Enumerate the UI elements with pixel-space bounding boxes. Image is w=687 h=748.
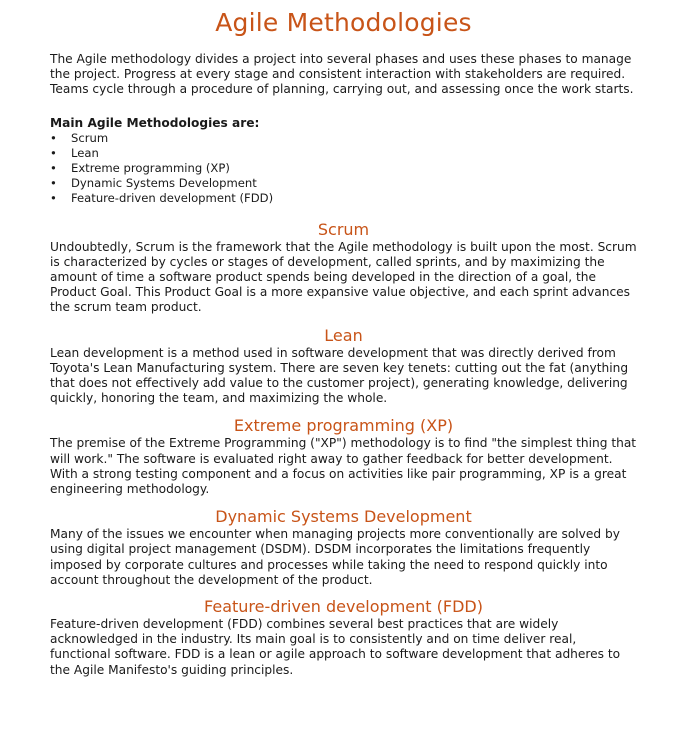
section-fdd: [50, 597, 637, 678]
section-scrum: [50, 220, 637, 316]
section-heading-lean: Lean: [324, 325, 363, 345]
list-item-fdd: • Feature-driven development (FDD): [50, 191, 637, 206]
section-body-dsd: Many of the issues we encounter when managing projects more conventionally are solved by using digital project management (DSDM). DSDM incorporates the limitations frequently imposed by corporate cultures and processes while taking the need to respond quickly into account throughout the development of the product.: [50, 527, 620, 587]
section-heading-dsd: Dynamic Systems Development: [215, 507, 472, 527]
section-body-scrum: Undoubtedly, Scrum is the framework that the Agile methodology is built upon the most. Scrum is characterized by cycles or stages of development, called sprints, and by maximizing the amount of time a software product spends being developed in the direction of a goal, the Product Goal. This Product Goal is a more expansive value objective, and each sprint advances the scrum team product.: [50, 239, 637, 315]
section-heading-fdd: Feature-driven development (FDD): [204, 597, 483, 617]
section-xp: [50, 416, 637, 497]
section-body-fdd: Feature-driven development (FDD) combines several best practices that are widely acknowledged in the industry. Its main goal is to consistently and on time deliver real, functional software. FDD is a lean or agile approach to software development that adheres to the Agile Manifesto's guiding principles.: [50, 617, 621, 677]
section-body-xp: The premise of the Extreme Programming ("XP") methodology is to find "the simplest thing that will work." The software is evaluated right away to gather feedback for better development. With a strong testing component and a focus on activities like pair programming, XP is a great engineering methodology.: [50, 436, 637, 497]
list-item-scrum: • Scrum: [50, 131, 637, 146]
intro-paragraph: The Agile methodology divides a project into several phases and uses these phases to manage the project. Progress at every stage and consistent interaction with stakeholders are required. Teams cycle through a procedure of planning, carrying out, and assessing once the work starts.: [50, 52, 634, 97]
list-item-dsd: • Dynamic Systems Development: [50, 176, 637, 191]
page-title: Agile Methodologies: [215, 8, 472, 37]
section-body-lean: Lean development is a method used in software development that was directly derived from Toyota's Lean Manufacturing system. There are seven key tenets: cutting out the fat (anything that does not effectively add value to the customer project), generating knowledge, delivering quickly, honoring the team, and maximizing the whole.: [50, 345, 629, 406]
methodologies-list: [50, 131, 637, 206]
list-title: Main Agile Methodologies are:: [50, 115, 260, 130]
list-item-xp: • Extreme programming (XP): [50, 161, 637, 176]
section-dsd: [50, 507, 637, 588]
section-heading-scrum: Scrum: [317, 219, 370, 239]
methodologies-list-block: [50, 116, 637, 206]
section-lean: [50, 326, 637, 407]
list-item-lean: • Lean: [50, 146, 637, 161]
section-heading-xp: Extreme programming (XP): [233, 416, 454, 436]
